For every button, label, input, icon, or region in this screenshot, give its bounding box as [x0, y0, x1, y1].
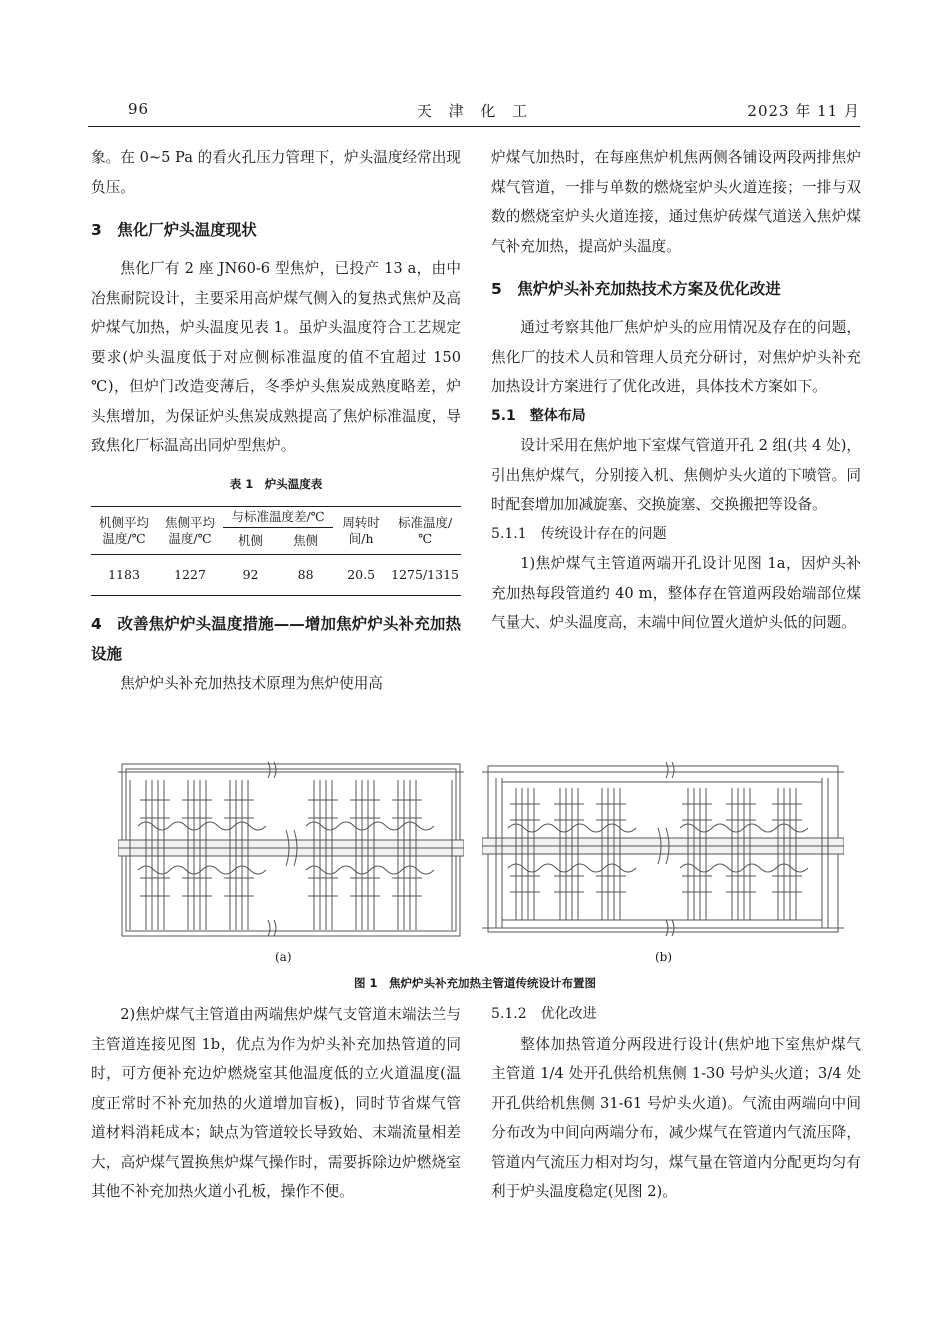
- left-column-bottom: [91, 1000, 461, 1207]
- table-header-cell: 机侧平均温度/℃: [98, 514, 149, 546]
- journal-title: 天 津 化 工: [416, 102, 534, 120]
- table-cell: 1275/1315: [391, 567, 459, 582]
- table-cell: 1227: [174, 567, 206, 582]
- figure-1a-label: (a): [275, 950, 292, 964]
- paragraph: 象。在 0~5 Pa 的看火孔压力管理下，炉头温度经常出现负压。: [91, 149, 461, 196]
- table-cell: 20.5: [347, 567, 376, 582]
- paragraph: 通过考察其他厂焦炉炉头的应用情况及存在的问题，焦化厂的技术人员和管理人员充分研讨，对焦炉炉头补充加热设计方案进行了优化改进，具体技术方案如下。: [491, 319, 861, 395]
- table-cell: 92: [242, 567, 259, 582]
- paragraph: 焦炉炉头补充加热技术原理为焦炉使用高: [120, 675, 383, 692]
- page-number: 96: [128, 100, 150, 118]
- paragraph: 炉煤气加热时，在每座焦炉机焦两侧各铺设两段两排焦炉煤气管道，一排与单数的燃烧室炉头火道连接；一排与双数的燃烧室炉头火道连接，通过焦炉砖煤气道送入焦炉煤气补充加热，提高炉头温度。: [491, 149, 861, 255]
- subsection-heading: 5.1 整体布局: [491, 407, 586, 424]
- right-column-bottom: [491, 1000, 861, 1207]
- table-cell: 88: [297, 567, 314, 582]
- section-heading: 4 改善焦炉炉头温度措施——增加焦炉炉头补充加热设施: [91, 615, 461, 663]
- subsubsection-heading: 5.1.2 优化改进: [491, 1006, 597, 1022]
- paragraph: 焦化厂有 2 座 JN60-6 型焦炉，已投产 13 a，由中冶焦耐院设计，主要采用高炉煤气侧入的复热式焦炉及高炉煤气加热，炉头温度见表 1。虽炉头温度符合工艺规定要求(炉头温度低于对应侧标准温度的值不宜超过 150 ℃)，但炉门改造变薄后，冬季炉头焦炭成熟度略差，炉头焦增加，为保证炉头焦炭成熟提高了焦炉标准温度，导致焦化厂标温高出同炉型焦炉。: [91, 260, 461, 454]
- right-column: [491, 143, 861, 638]
- table-header-cell: 标准温度/℃: [397, 514, 453, 546]
- paragraph: 设计采用在焦炉地下室煤气管道开孔 2 组(共 4 处)，引出焦炉煤气，分别接入机、焦侧炉头火道的下喷管。同时配套增加加减旋塞、交换旋塞、交换搬把等设备。: [491, 437, 861, 513]
- table-header-cell: 与标准温度差/℃: [223, 507, 333, 528]
- subsubsection-heading: 5.1.1 传统设计存在的问题: [491, 525, 667, 542]
- left-column: [91, 143, 461, 699]
- table-header-cell: 周转时间/h: [342, 514, 380, 546]
- paragraph: 1)焦炉煤气主管道两端开孔设计见图 1a，因炉头补充加热每段管道约 40 m，整体存在管道两段始端部位煤气量大、炉头温度高，末端中间位置火道炉头低的问题。: [491, 555, 861, 631]
- figure-1b-diagram: [482, 760, 844, 940]
- header-rule: [88, 126, 860, 127]
- figure-1-caption: 图 1 焦炉炉头补充加热主管道传统设计布置图: [353, 976, 596, 990]
- issue-date: 2023 年 11 月: [747, 102, 860, 120]
- table-caption: 表 1 炉头温度表: [229, 476, 323, 491]
- paragraph: 2)焦炉煤气主管道由两端焦炉煤气支管道末端法兰与主管道连接见图 1b，优点为作为炉头补充加热管道的同时，可方便补充边炉燃烧室其他温度低的立火道温度(温度正常时不补充加热的火道增加盲板)，同时节省煤气管道材料消耗成本；缺点为管道较长导致始、末端流量相差大，高炉煤气置换焦炉煤气操作时，需要拆除边炉燃烧室其他不补充加热火道小孔板，操作不便。: [91, 1006, 461, 1200]
- figure-1b-label: (b): [655, 950, 673, 964]
- figure-1a-diagram: [118, 760, 464, 948]
- table-header-cell: 机侧: [238, 533, 264, 548]
- table-cell: 1183: [108, 567, 140, 582]
- paragraph: 整体加热管道分两段进行设计(焦炉地下室焦炉煤气主管道 1/4 处开孔供给机焦侧 1-30 号炉头火道；3/4 处开孔供给机焦侧 31-61 号炉头火道)。气流由两端向中间分布改为中间向两端分布，减少煤气在管道内气流压降，管道内气流压力相对均匀，煤气量在管道内分配更均匀有利于炉头温度稳定(见图 2)。: [491, 1035, 861, 1200]
- section-heading: 3 焦化厂炉头温度现状: [91, 221, 257, 239]
- table-header-cell: 焦侧: [293, 533, 319, 548]
- temperature-table: [91, 506, 461, 596]
- section-heading: 5 焦炉炉头补充加热技术方案及优化改进: [491, 280, 781, 298]
- table-header-cell: 焦侧平均温度/℃: [164, 514, 215, 546]
